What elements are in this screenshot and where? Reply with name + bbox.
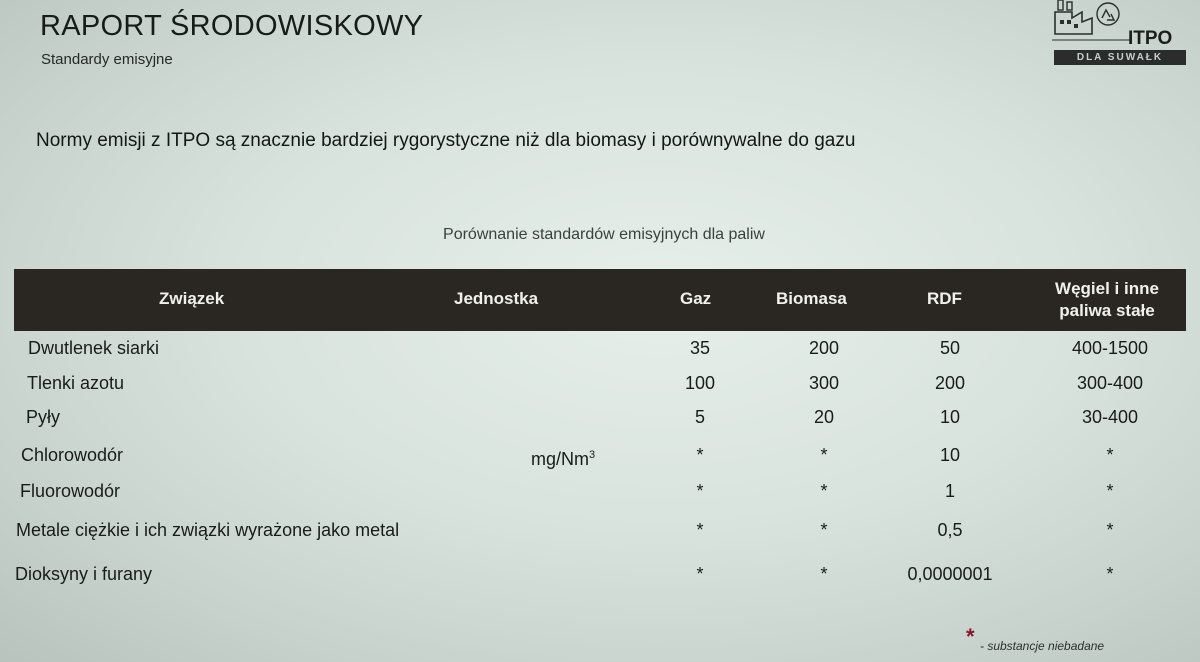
cell-gaz: 35: [689, 338, 711, 358]
cell-coal: 30-400: [1081, 407, 1139, 427]
cell-coal: *: [1106, 520, 1114, 540]
footnote-marker: *: [966, 624, 975, 649]
table-row: [0, 480, 1200, 510]
table-row: [0, 519, 1200, 549]
cell-coal: *: [1106, 564, 1114, 584]
cell-gaz: *: [696, 520, 704, 540]
cell-compound: Tlenki azotu: [27, 373, 125, 393]
cell-compound: Pyły: [26, 407, 61, 427]
footnote-text: - substancje niebadane: [980, 639, 1105, 653]
table-caption: Porównanie standardów emisyjnych dla paliw: [443, 226, 765, 243]
table-row: [0, 563, 1200, 593]
cell-coal: 400-1500: [1071, 338, 1149, 358]
cell-rdf: 50: [939, 338, 961, 358]
cell-compound: Dioksyny i furany: [15, 564, 153, 584]
header-biomasa: Biomasa: [776, 289, 847, 308]
cell-compound: Dwutlenek siarki: [28, 338, 160, 358]
cell-coal: *: [1106, 445, 1114, 465]
cell-gaz: *: [696, 564, 704, 584]
header-rdf: RDF: [927, 289, 962, 308]
table-row: [0, 406, 1200, 436]
cell-gaz: 5: [694, 407, 705, 427]
table-row: [0, 337, 1200, 367]
unit-superscript: 3: [589, 449, 596, 461]
cell-compound: Chlorowodór: [21, 445, 124, 465]
unit-label: [531, 449, 595, 470]
cell-biomasa: *: [820, 564, 828, 584]
cell-biomasa: 200: [808, 338, 840, 358]
header-unit: Jednostka: [454, 289, 539, 308]
header-coal-line1: Węgiel i inne: [1055, 279, 1159, 298]
cell-compound: Fluorowodór: [20, 481, 121, 501]
header-coal-line2: paliwa stałe: [1059, 301, 1155, 320]
slide-subtitle: Standardy emisyjne: [41, 51, 173, 68]
header-compound: Związek: [159, 289, 225, 308]
logo-band: DLA SUWAŁK: [1054, 50, 1186, 65]
cell-rdf: 0,5: [937, 520, 963, 540]
cell-coal: 300-400: [1076, 373, 1144, 393]
cell-rdf: 1: [944, 481, 955, 501]
cell-gaz: *: [696, 445, 704, 465]
cell-biomasa: 300: [808, 373, 840, 393]
cell-compound: Metale ciężkie i ich związki wyrażone jako metal: [16, 520, 400, 540]
unit-text: mg/Nm: [531, 449, 589, 469]
table-row: [0, 444, 1200, 474]
cell-rdf: 200: [934, 373, 966, 393]
slide-title: RAPORT ŚRODOWISKOWY: [40, 10, 424, 42]
cell-gaz: 100: [684, 373, 716, 393]
cell-rdf: 10: [939, 445, 961, 465]
cell-biomasa: *: [820, 481, 828, 501]
cell-rdf: 0,0000001: [907, 564, 993, 584]
cell-biomasa: *: [820, 520, 828, 540]
cell-coal: *: [1106, 481, 1114, 501]
headline: Normy emisji z ITPO są znacznie bardziej rygorystyczne niż dla biomasy i porównywalne do gazu: [36, 130, 856, 151]
logo-name: ITPO: [1128, 28, 1173, 49]
cell-gaz: *: [696, 481, 704, 501]
header-gaz: Gaz: [680, 289, 712, 308]
cell-biomasa: *: [820, 445, 828, 465]
table-row: [0, 372, 1200, 402]
cell-rdf: 10: [939, 407, 961, 427]
cell-biomasa: 20: [813, 407, 835, 427]
